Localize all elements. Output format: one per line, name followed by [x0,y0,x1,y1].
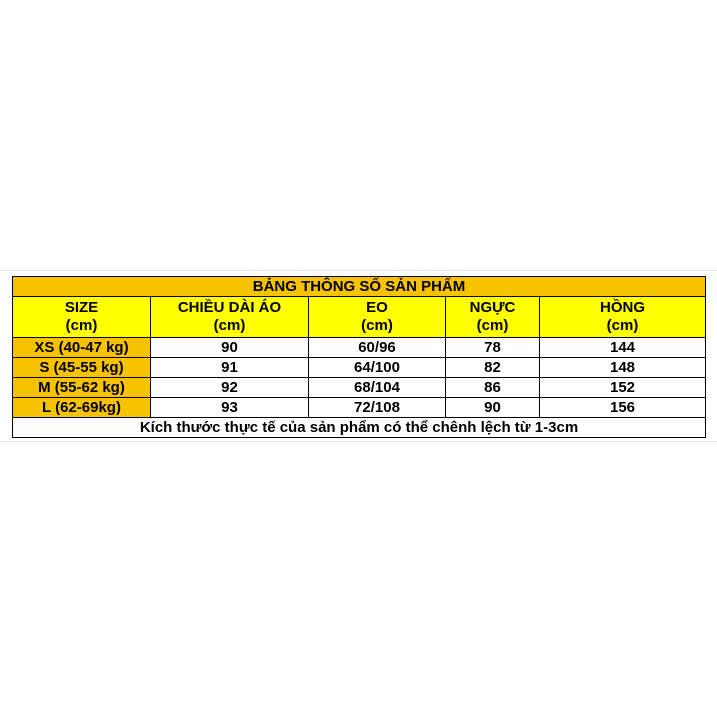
chest-cell[interactable]: 78 [446,338,540,358]
title-row [13,277,706,297]
header-chest-name: NGỰC [469,299,516,316]
table-row [13,378,706,398]
header-hip[interactable] [540,297,706,338]
size-cell[interactable]: S (45-55 kg) [13,358,151,378]
table-title[interactable]: BẢNG THÔNG SỐ SẢN PHẨM [13,277,706,297]
header-waist[interactable] [309,297,446,338]
waist-cell[interactable]: 72/108 [309,398,446,418]
length-cell[interactable]: 92 [151,378,309,398]
hip-cell[interactable]: 152 [540,378,706,398]
size-chart-table [12,276,706,438]
size-cell[interactable]: XS (40-47 kg) [13,338,151,358]
table-row [13,398,706,418]
size-cell[interactable]: L (62-69kg) [13,398,151,418]
header-size-unit: (cm) [65,317,98,334]
table-note[interactable]: Kích thước thực tế của sản phẩm có thể chênh lệch từ 1-3cm [13,418,706,438]
hip-cell[interactable]: 148 [540,358,706,378]
header-waist-name: EO [366,299,388,316]
length-cell[interactable]: 90 [151,338,309,358]
note-row [13,418,706,438]
table-row [13,338,706,358]
hip-cell[interactable]: 156 [540,398,706,418]
header-row [13,297,706,338]
header-hip-unit: (cm) [606,317,639,334]
header-length-name: CHIỀU DÀI ÁO [177,299,282,316]
waist-cell[interactable]: 64/100 [309,358,446,378]
chest-cell[interactable]: 86 [446,378,540,398]
table-row [13,358,706,378]
length-cell[interactable]: 93 [151,398,309,418]
header-length-unit: (cm) [213,317,246,334]
chest-cell[interactable]: 82 [446,358,540,378]
header-length[interactable] [151,297,309,338]
waist-cell[interactable]: 60/96 [309,338,446,358]
header-waist-unit: (cm) [361,317,393,334]
hip-cell[interactable]: 144 [540,338,706,358]
header-size-name: SIZE [64,299,99,316]
waist-cell[interactable]: 68/104 [309,378,446,398]
header-chest-unit: (cm) [476,317,509,334]
chest-cell[interactable]: 90 [446,398,540,418]
header-chest[interactable] [446,297,540,338]
length-cell[interactable]: 91 [151,358,309,378]
header-hip-name: HỒNG [600,299,645,316]
size-cell[interactable]: M (55-62 kg) [13,378,151,398]
header-size[interactable] [13,297,151,338]
